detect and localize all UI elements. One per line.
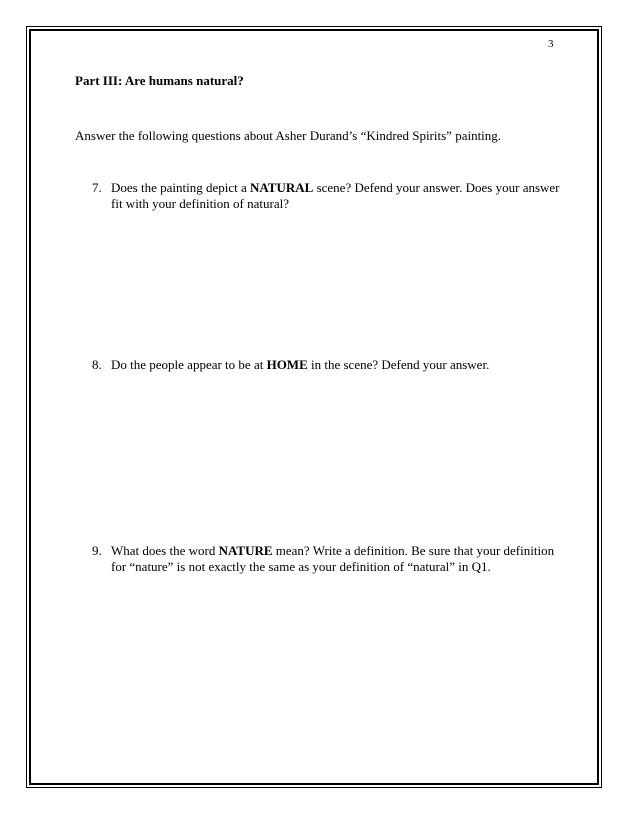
question-keyword: NATURAL <box>250 180 314 195</box>
question-text-part: mean? Write a definition. Be sure that your definition <box>272 543 555 558</box>
question-text <box>111 180 562 212</box>
question-text <box>111 543 562 575</box>
question-number: 8. <box>92 357 102 372</box>
question-line: fit with your definition of natural? <box>111 196 289 211</box>
question-keyword: HOME <box>266 357 308 372</box>
question-line: for “nature” is not exactly the same as your definition of “natural” in Q1. <box>111 559 491 574</box>
question-keyword: NATURE <box>218 543 273 558</box>
question-text-part: Do the people appear to be at <box>111 357 267 372</box>
question-text <box>111 357 562 373</box>
section-title: Part III: Are humans natural? <box>75 73 244 88</box>
question-text-part: scene? Defend your answer. Does your answer <box>313 180 560 195</box>
page-number: 3 <box>548 38 554 50</box>
question-9 <box>92 543 562 575</box>
question-line <box>111 180 562 196</box>
question-text-part: in the scene? Defend your answer. <box>307 357 490 372</box>
question-text-part: What does the word <box>111 543 219 558</box>
question-7 <box>92 180 562 212</box>
question-8 <box>92 357 562 373</box>
question-text-part: Does the painting depict a <box>111 180 250 195</box>
question-number: 7. <box>92 180 102 195</box>
instructions: Answer the following questions about Asher Durand’s “Kindred Spirits” painting. <box>75 128 502 143</box>
question-number: 9. <box>92 543 102 558</box>
question-line <box>111 543 562 559</box>
question-line <box>111 357 562 373</box>
